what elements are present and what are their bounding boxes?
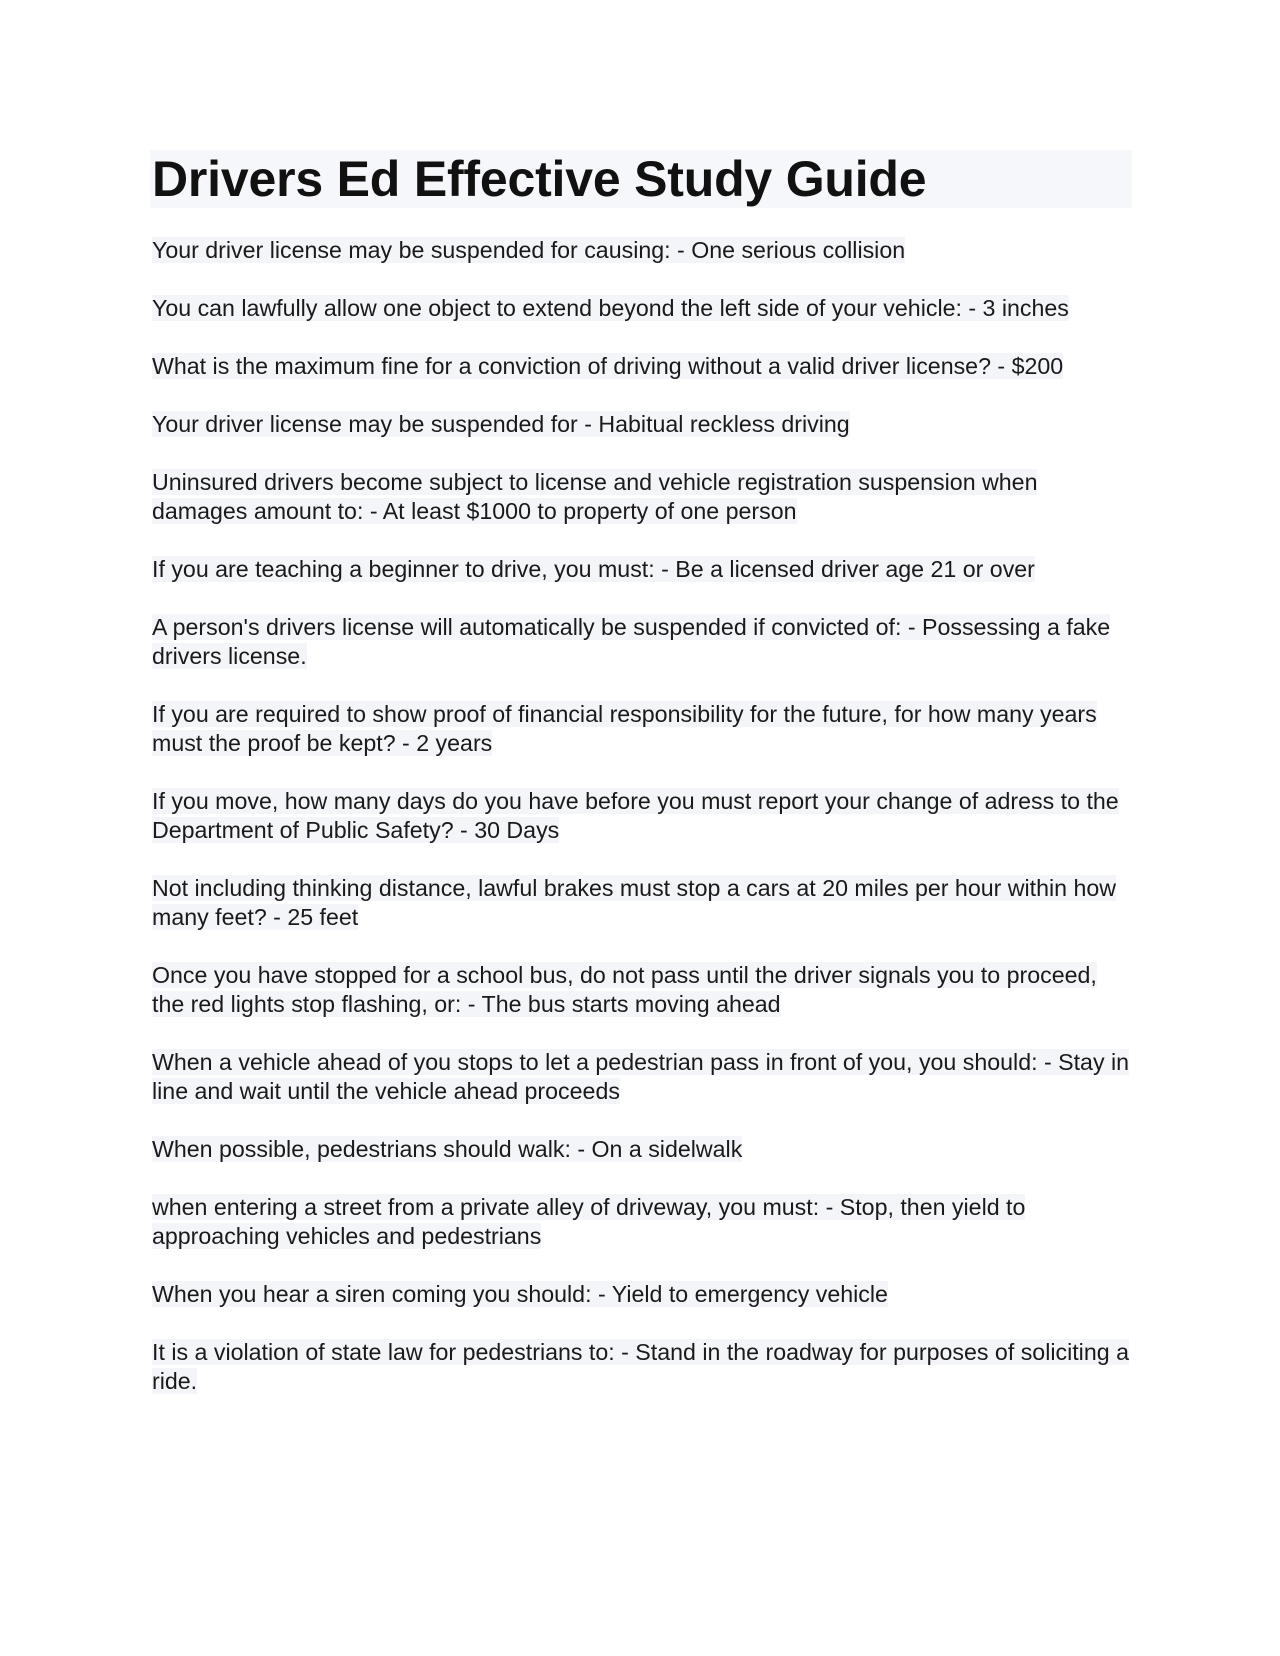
- qa-item-text: Not including thinking distance, lawful brakes must stop a cars at 20 miles per hour within how many feet? - 25 feet: [152, 875, 1117, 930]
- page-title: Drivers Ed Effective Study Guide: [152, 151, 927, 207]
- qa-item: [150, 1280, 1132, 1309]
- qa-item-text: A person's drivers license will automatically be suspended if convicted of: - Possessing a fake drivers license.: [152, 614, 1111, 669]
- qa-item-text: If you move, how many days do you have before you must report your change of adress to the Department of Public Safety? - 30 Days: [152, 788, 1119, 843]
- qa-item-text: You can lawfully allow one object to extend beyond the left side of your vehicle: - 3 inches: [152, 295, 1069, 321]
- qa-item-text: It is a violation of state law for pedestrians to: - Stand in the roadway for purposes of soliciting a ride.: [152, 1339, 1129, 1394]
- qa-item: [150, 468, 1132, 526]
- qa-item-text: When possible, pedestrians should walk: - On a sidelwalk: [152, 1136, 743, 1162]
- qa-item-text: When you hear a siren coming you should: - Yield to emergency vehicle: [152, 1281, 888, 1307]
- qa-item: [150, 1193, 1132, 1251]
- qa-item: [150, 787, 1132, 845]
- qa-item: [150, 1048, 1132, 1106]
- qa-item-text: What is the maximum fine for a conviction of driving without a valid driver license? - $200: [152, 353, 1064, 379]
- qa-item-text: If you are teaching a beginner to drive, you must: - Be a licensed driver age 21 or over: [152, 556, 1035, 582]
- qa-item: [150, 1135, 1132, 1164]
- qa-item: [150, 352, 1132, 381]
- qa-item: [150, 613, 1132, 671]
- qa-item-text: When a vehicle ahead of you stops to let a pedestrian pass in front of you, you should: - Stay in line and wait until the vehicle ahead proceeds: [152, 1049, 1130, 1104]
- qa-item-text: Your driver license may be suspended for - Habitual reckless driving: [152, 411, 850, 437]
- qa-item-text: Once you have stopped for a school bus, do not pass until the driver signals you to proceed, the red lights stop flashing, or: - The bus starts moving ahead: [152, 962, 1097, 1017]
- qa-item: [150, 555, 1132, 584]
- qa-item-text: Uninsured drivers become subject to license and vehicle registration suspension when damages amount to: - At least $1000 to property of one person: [152, 469, 1038, 524]
- qa-list: [150, 236, 1132, 1396]
- qa-item-text: If you are required to show proof of financial responsibility for the future, for how many years must the proof be kept? - 2 years: [152, 701, 1097, 756]
- qa-item-text: when entering a street from a private alley of driveway, you must: - Stop, then yield to approaching vehicles and pedestrians: [152, 1194, 1026, 1249]
- qa-item: [150, 874, 1132, 932]
- qa-item: [150, 410, 1132, 439]
- qa-item-text: Your driver license may be suspended for causing: - One serious collision: [152, 237, 906, 263]
- qa-item: [150, 700, 1132, 758]
- qa-item: [150, 1338, 1132, 1396]
- qa-item: [150, 961, 1132, 1019]
- document-page: [150, 150, 1132, 1425]
- title-bar: [150, 150, 1132, 208]
- qa-item: [150, 236, 1132, 265]
- qa-item: [150, 294, 1132, 323]
